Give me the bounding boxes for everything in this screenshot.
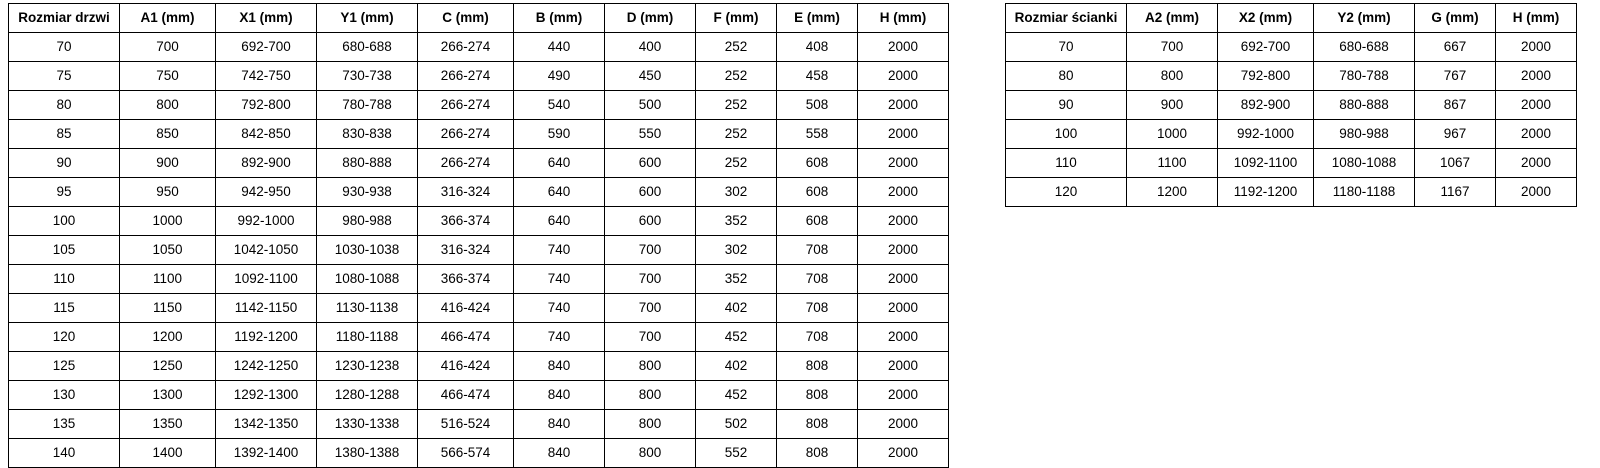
table-cell: 2000 (858, 439, 949, 468)
table-cell: 416-424 (418, 352, 514, 381)
column-header: X1 (mm) (216, 4, 317, 33)
table-row (9, 62, 949, 91)
column-header: C (mm) (418, 4, 514, 33)
table-cell: 2000 (858, 352, 949, 381)
table-cell: 680-688 (1314, 33, 1415, 62)
table-cell: 120 (1006, 178, 1127, 207)
table-cell: 700 (120, 33, 216, 62)
table-cell: 830-838 (317, 120, 418, 149)
table-cell: 1292-1300 (216, 381, 317, 410)
table-cell: 590 (514, 120, 605, 149)
table-cell: 252 (696, 62, 777, 91)
column-header: B (mm) (514, 4, 605, 33)
table-cell: 1130-1138 (317, 294, 418, 323)
table-cell: 316-324 (418, 236, 514, 265)
column-header: X2 (mm) (1218, 4, 1314, 33)
table-cell: 100 (1006, 120, 1127, 149)
table-cell: 792-800 (216, 91, 317, 120)
table-cell: 600 (605, 207, 696, 236)
table-cell: 135 (9, 410, 120, 439)
table-cell: 2000 (858, 91, 949, 120)
table-cell: 1100 (1127, 149, 1218, 178)
table-row (9, 381, 949, 410)
table-cell: 1042-1050 (216, 236, 317, 265)
table-row (1006, 149, 1577, 178)
table-row (1006, 178, 1577, 207)
table-cell: 600 (605, 149, 696, 178)
table-cell: 640 (514, 149, 605, 178)
table-cell: 70 (9, 33, 120, 62)
table-cell: 540 (514, 91, 605, 120)
table-cell: 1000 (120, 207, 216, 236)
table-cell: 1392-1400 (216, 439, 317, 468)
table-row (9, 236, 949, 265)
table-cell: 266-274 (418, 120, 514, 149)
table-cell: 980-988 (317, 207, 418, 236)
table-cell: 252 (696, 33, 777, 62)
table-cell: 105 (9, 236, 120, 265)
table-cell: 266-274 (418, 149, 514, 178)
table-cell: 1100 (120, 265, 216, 294)
table-cell: 900 (120, 149, 216, 178)
column-header: G (mm) (1415, 4, 1496, 33)
table-cell: 950 (120, 178, 216, 207)
table-cell: 850 (120, 120, 216, 149)
table-cell: 740 (514, 323, 605, 352)
table-cell: 75 (9, 62, 120, 91)
table-cell: 2000 (858, 236, 949, 265)
table-cell: 692-700 (1218, 33, 1314, 62)
table-cell: 2000 (1496, 178, 1577, 207)
table-cell: 1150 (120, 294, 216, 323)
table-cell: 316-324 (418, 178, 514, 207)
table-cell: 740 (514, 236, 605, 265)
column-header: A2 (mm) (1127, 4, 1218, 33)
table-cell: 1000 (1127, 120, 1218, 149)
table-cell: 708 (777, 294, 858, 323)
table-cell: 700 (605, 236, 696, 265)
table-cell: 500 (605, 91, 696, 120)
table-cell: 80 (9, 91, 120, 120)
table-cell: 458 (777, 62, 858, 91)
table-cell: 2000 (858, 33, 949, 62)
table-cell: 1192-1200 (216, 323, 317, 352)
table-header-row (1006, 4, 1577, 33)
table-cell: 792-800 (1218, 62, 1314, 91)
table-cell: 840 (514, 381, 605, 410)
table-cell: 808 (777, 439, 858, 468)
table-cell: 700 (605, 265, 696, 294)
table-row (9, 352, 949, 381)
table-cell: 800 (605, 410, 696, 439)
table-row (9, 207, 949, 236)
table-cell: 600 (605, 178, 696, 207)
table-cell: 2000 (1496, 120, 1577, 149)
table-cell: 640 (514, 207, 605, 236)
table-cell: 1280-1288 (317, 381, 418, 410)
table-cell: 700 (605, 323, 696, 352)
table-cell: 85 (9, 120, 120, 149)
table-cell: 252 (696, 91, 777, 120)
table-row (9, 149, 949, 178)
table-cell: 508 (777, 91, 858, 120)
table-cell: 1080-1088 (317, 265, 418, 294)
table-cell: 842-850 (216, 120, 317, 149)
table-cell: 708 (777, 323, 858, 352)
table-cell: 558 (777, 120, 858, 149)
table-cell: 800 (605, 439, 696, 468)
table-cell: 730-738 (317, 62, 418, 91)
column-header: H (mm) (858, 4, 949, 33)
column-header: Rozmiar ścianki (1006, 4, 1127, 33)
table-cell: 608 (777, 149, 858, 178)
table-row (9, 294, 949, 323)
table-cell: 1030-1038 (317, 236, 418, 265)
table-cell: 840 (514, 410, 605, 439)
table-row (1006, 33, 1577, 62)
table-cell: 466-474 (418, 323, 514, 352)
table-cell: 708 (777, 236, 858, 265)
table-cell: 352 (696, 207, 777, 236)
table-cell: 900 (1127, 91, 1218, 120)
table-cell: 2000 (858, 178, 949, 207)
table-cell: 1200 (1127, 178, 1218, 207)
table-cell: 1167 (1415, 178, 1496, 207)
table-cell: 130 (9, 381, 120, 410)
table-cell: 1300 (120, 381, 216, 410)
table-cell: 90 (9, 149, 120, 178)
table-cell: 1242-1250 (216, 352, 317, 381)
table-cell: 640 (514, 178, 605, 207)
table-cell: 266-274 (418, 33, 514, 62)
table-cell: 1342-1350 (216, 410, 317, 439)
table-cell: 800 (120, 91, 216, 120)
table-cell: 1080-1088 (1314, 149, 1415, 178)
table-cell: 767 (1415, 62, 1496, 91)
table-cell: 800 (605, 352, 696, 381)
table-cell: 452 (696, 381, 777, 410)
table-row (9, 91, 949, 120)
table-cell: 1092-1100 (1218, 149, 1314, 178)
column-header: Y2 (mm) (1314, 4, 1415, 33)
table-cell: 490 (514, 62, 605, 91)
table-cell: 140 (9, 439, 120, 468)
table-cell: 80 (1006, 62, 1127, 91)
table-cell: 892-900 (1218, 91, 1314, 120)
table-cell: 992-1000 (216, 207, 317, 236)
table-cell: 2000 (1496, 149, 1577, 178)
table-cell: 1380-1388 (317, 439, 418, 468)
table-cell: 2000 (858, 207, 949, 236)
table-cell: 110 (9, 265, 120, 294)
table-cell: 700 (605, 294, 696, 323)
table-cell: 2000 (1496, 91, 1577, 120)
table-cell: 992-1000 (1218, 120, 1314, 149)
table-cell: 252 (696, 149, 777, 178)
door-dimensions-table (8, 3, 949, 468)
column-header: F (mm) (696, 4, 777, 33)
table-cell: 2000 (858, 381, 949, 410)
table-cell: 302 (696, 236, 777, 265)
table-cell: 2000 (858, 62, 949, 91)
table-cell: 402 (696, 352, 777, 381)
table-cell: 1330-1338 (317, 410, 418, 439)
column-header: A1 (mm) (120, 4, 216, 33)
table-header-row (9, 4, 949, 33)
table-cell: 780-788 (317, 91, 418, 120)
table-cell: 2000 (858, 265, 949, 294)
table-cell: 1230-1238 (317, 352, 418, 381)
table-cell: 880-888 (317, 149, 418, 178)
table-cell: 700 (1127, 33, 1218, 62)
table-cell: 266-274 (418, 62, 514, 91)
table-cell: 550 (605, 120, 696, 149)
table-cell: 366-374 (418, 265, 514, 294)
table-cell: 740 (514, 294, 605, 323)
table-cell: 110 (1006, 149, 1127, 178)
table-row (9, 439, 949, 468)
table-row (9, 410, 949, 439)
table-cell: 266-274 (418, 91, 514, 120)
table-cell: 120 (9, 323, 120, 352)
column-header: H (mm) (1496, 4, 1577, 33)
table-row (1006, 120, 1577, 149)
table-cell: 95 (9, 178, 120, 207)
table-cell: 2000 (858, 294, 949, 323)
table-cell: 967 (1415, 120, 1496, 149)
wall-table-header (1006, 4, 1577, 33)
column-header: D (mm) (605, 4, 696, 33)
table-row (9, 120, 949, 149)
column-header: Rozmiar drzwi (9, 4, 120, 33)
table-cell: 1192-1200 (1218, 178, 1314, 207)
table-cell: 2000 (858, 149, 949, 178)
table-cell: 692-700 (216, 33, 317, 62)
table-cell: 100 (9, 207, 120, 236)
table-cell: 892-900 (216, 149, 317, 178)
table-cell: 1180-1188 (1314, 178, 1415, 207)
table-cell: 800 (605, 381, 696, 410)
table-cell: 1092-1100 (216, 265, 317, 294)
table-cell: 980-988 (1314, 120, 1415, 149)
table-cell: 808 (777, 352, 858, 381)
table-cell: 452 (696, 323, 777, 352)
table-cell: 125 (9, 352, 120, 381)
table-row (9, 178, 949, 207)
table-cell: 608 (777, 178, 858, 207)
table-cell: 780-788 (1314, 62, 1415, 91)
table-cell: 466-474 (418, 381, 514, 410)
table-cell: 840 (514, 439, 605, 468)
table-cell: 1200 (120, 323, 216, 352)
table-cell: 1350 (120, 410, 216, 439)
table-cell: 942-950 (216, 178, 317, 207)
table-cell: 502 (696, 410, 777, 439)
table-row (1006, 62, 1577, 91)
table-cell: 742-750 (216, 62, 317, 91)
table-cell: 70 (1006, 33, 1127, 62)
table-cell: 1250 (120, 352, 216, 381)
table-row (9, 33, 949, 62)
table-cell: 2000 (858, 410, 949, 439)
table-cell: 608 (777, 207, 858, 236)
table-cell: 708 (777, 265, 858, 294)
table-cell: 1180-1188 (317, 323, 418, 352)
column-header: Y1 (mm) (317, 4, 418, 33)
table-cell: 2000 (858, 120, 949, 149)
table-row (1006, 91, 1577, 120)
table-cell: 408 (777, 33, 858, 62)
table-cell: 302 (696, 178, 777, 207)
table-cell: 1400 (120, 439, 216, 468)
table-cell: 680-688 (317, 33, 418, 62)
table-cell: 566-574 (418, 439, 514, 468)
door-table-body (9, 33, 949, 468)
table-cell: 1067 (1415, 149, 1496, 178)
wall-panel-dimensions-table (1005, 3, 1577, 207)
table-cell: 740 (514, 265, 605, 294)
table-cell: 750 (120, 62, 216, 91)
table-cell: 450 (605, 62, 696, 91)
table-cell: 252 (696, 120, 777, 149)
table-cell: 115 (9, 294, 120, 323)
table-cell: 930-938 (317, 178, 418, 207)
table-cell: 416-424 (418, 294, 514, 323)
table-cell: 2000 (858, 323, 949, 352)
table-row (9, 265, 949, 294)
table-cell: 352 (696, 265, 777, 294)
table-cell: 840 (514, 352, 605, 381)
table-cell: 516-524 (418, 410, 514, 439)
wall-table-body (1006, 33, 1577, 207)
table-cell: 808 (777, 410, 858, 439)
door-table-header (9, 4, 949, 33)
table-cell: 440 (514, 33, 605, 62)
table-cell: 1050 (120, 236, 216, 265)
table-cell: 800 (1127, 62, 1218, 91)
table-cell: 400 (605, 33, 696, 62)
table-cell: 552 (696, 439, 777, 468)
table-cell: 667 (1415, 33, 1496, 62)
table-cell: 1142-1150 (216, 294, 317, 323)
table-cell: 402 (696, 294, 777, 323)
table-row (9, 323, 949, 352)
table-cell: 880-888 (1314, 91, 1415, 120)
table-cell: 2000 (1496, 33, 1577, 62)
table-cell: 867 (1415, 91, 1496, 120)
table-cell: 808 (777, 381, 858, 410)
table-cell: 2000 (1496, 62, 1577, 91)
table-cell: 366-374 (418, 207, 514, 236)
column-header: E (mm) (777, 4, 858, 33)
table-cell: 90 (1006, 91, 1127, 120)
